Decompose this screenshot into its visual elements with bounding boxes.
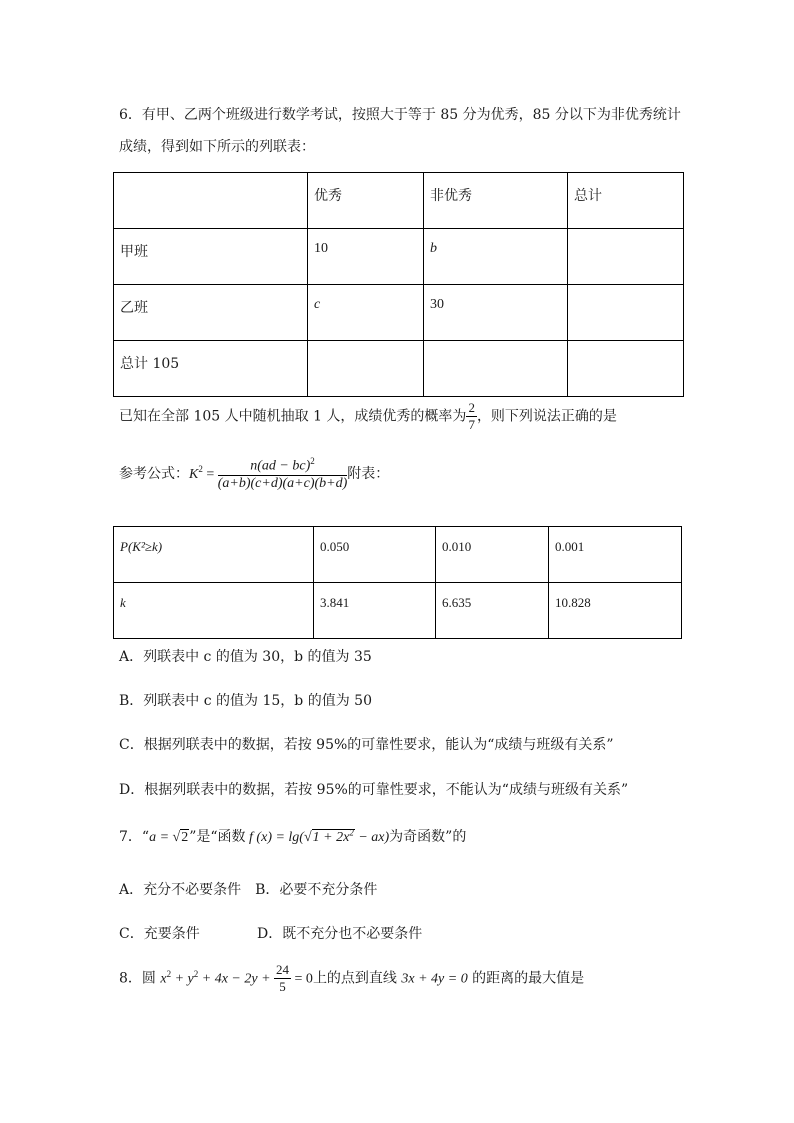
- q8-mid: 上的点到直线: [312, 970, 402, 987]
- table-cell: 0.001: [549, 527, 682, 583]
- q6-stem-line1: 6．有甲、乙两个班级进行数学考试，按照大于等于 85 分为优秀，85 分以下为非优秀统计: [119, 107, 681, 123]
- table-cell: 3.841: [314, 583, 436, 639]
- table-cell: 非优秀: [424, 173, 568, 229]
- given-suffix: ，则下列说法正确的是: [476, 408, 617, 425]
- q6-option-a: A．列联表中 c 的值为 30，b 的值为 35: [119, 649, 372, 665]
- q7-mid: ”是“函数: [189, 829, 246, 845]
- sqrt-argument: 2: [181, 830, 189, 845]
- chi-square-formula: [218, 456, 348, 492]
- table-cell: P(K²≥k): [114, 527, 314, 583]
- table-row: [114, 285, 684, 341]
- formula-denominator: (a+b)(c+d)(a+c)(b+d): [217, 475, 348, 491]
- formula-suffix: 附表：: [347, 465, 390, 482]
- eq-zero: = 0: [291, 971, 313, 987]
- table-cell: 总计: [568, 173, 684, 229]
- formula-eq: =: [202, 466, 218, 482]
- q6-option-c: C．根据列联表中的数据，若按 95%的可靠性要求，能认为“成绩与班级有关系”: [119, 737, 614, 753]
- formula-lhs-sup: 2: [198, 464, 203, 475]
- formula-label: 参考公式：: [119, 465, 189, 482]
- q6-option-b: B．列联表中 c 的值为 15，b 的值为 50: [119, 693, 372, 709]
- q7-suffix: 为奇函数”的: [389, 829, 467, 845]
- circle-eq-x: x: [160, 971, 167, 987]
- table-cell: 6.635: [436, 583, 549, 639]
- table-cell: 0.010: [436, 527, 549, 583]
- q7-stem: [119, 826, 466, 846]
- sqrt-symbol: √: [172, 830, 181, 845]
- sqrt-symbol: √: [303, 830, 312, 845]
- q6-formula-line: [119, 456, 389, 492]
- circle-eq-y: + y: [171, 971, 194, 987]
- function-sqrt-argument: $1 + 2x^2$: [312, 827, 354, 845]
- table-cell: b: [424, 229, 568, 285]
- square-sup: 2: [166, 968, 172, 979]
- q6-option-d: D．根据列联表中的数据，若按 95%的可靠性要求，不能认为“成绩与班级有关系”: [119, 782, 629, 798]
- table-cell: 0.050: [314, 527, 436, 583]
- circle-eq-rest: + 4x − 2y +: [198, 971, 275, 987]
- table-cell: 30: [424, 285, 568, 341]
- table-cell: 总计 105: [114, 341, 308, 397]
- contingency-table: [113, 172, 684, 397]
- table-row: [114, 583, 682, 639]
- table-cell: [114, 173, 308, 229]
- table-cell: 优秀: [308, 173, 424, 229]
- q7-option-c: C．充要条件: [119, 926, 200, 942]
- q8-prefix: 8．圆: [119, 970, 161, 987]
- table-cell: k: [114, 583, 314, 639]
- fraction-numerator: 2: [468, 400, 475, 415]
- fraction-numerator: 24: [276, 962, 290, 977]
- q6-stem-line2: 成绩，得到如下所示的列联表：: [119, 139, 315, 155]
- line-equation: 3x + 4y = 0: [401, 971, 468, 987]
- table-cell: [568, 229, 684, 285]
- probability-fraction: [466, 400, 477, 433]
- table-cell: 乙班: [114, 285, 308, 341]
- table-cell: 甲班: [114, 229, 308, 285]
- q7-function: f (x) = lg(: [245, 830, 304, 845]
- q8-stem: [119, 962, 584, 995]
- table-cell: [424, 341, 568, 397]
- formula-lhs: K: [189, 466, 199, 482]
- table-cell: [568, 285, 684, 341]
- q7-option-d: D．既不充分也不必要条件: [257, 926, 423, 942]
- square-sup: 2: [193, 968, 199, 979]
- given-prefix: 已知在全部 105 人中随机抽取 1 人，成绩优秀的概率为: [119, 408, 467, 425]
- q6-given-line: [119, 400, 617, 433]
- table-row: [114, 341, 684, 397]
- constant-fraction: [274, 962, 291, 995]
- table-row: [114, 527, 682, 583]
- q7-math-a: a =: [149, 830, 173, 845]
- table-cell: 10.828: [549, 583, 682, 639]
- table-row: [114, 229, 684, 285]
- q7-prefix: 7．“: [119, 829, 150, 845]
- fraction-denominator: 5: [279, 979, 286, 994]
- table-cell: 10: [308, 229, 424, 285]
- table-row: [114, 173, 684, 229]
- table-cell: [568, 341, 684, 397]
- q7-options-row1: A．充分不必要条件 B．必要不充分条件: [119, 882, 378, 898]
- table-cell: [308, 341, 424, 397]
- table-cell: c: [308, 285, 424, 341]
- formula-numerator: n(ad − bc)$^2$: [218, 456, 348, 476]
- reference-table: [113, 526, 682, 639]
- function-tail: − ax): [354, 830, 390, 845]
- q8-suffix: 的距离的最大值是: [467, 970, 585, 987]
- fraction-denominator: 7: [468, 417, 475, 432]
